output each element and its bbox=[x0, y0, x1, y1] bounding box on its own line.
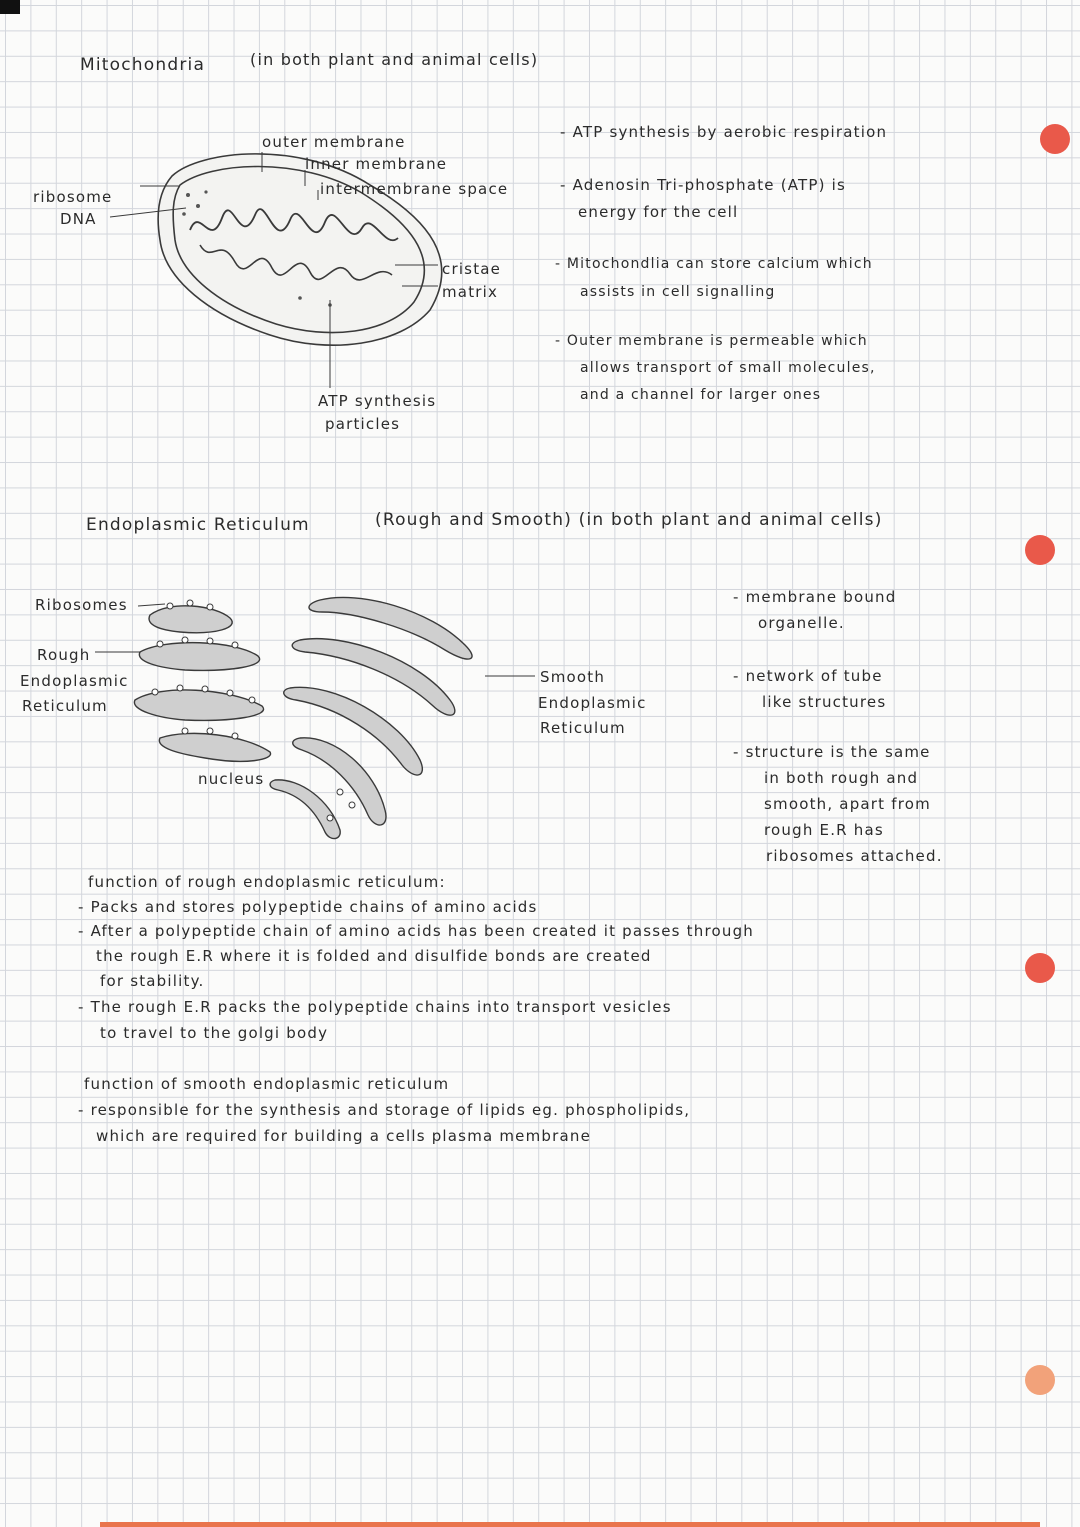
margin-dot-2 bbox=[1025, 535, 1055, 565]
mito-note-5: assists in cell signalling bbox=[580, 284, 776, 300]
label-smooth-er-2: Endoplasmic bbox=[538, 694, 647, 712]
margin-dot-3 bbox=[1025, 953, 1055, 983]
label-dna: DNA bbox=[60, 210, 97, 228]
rough-function-line-2: - After a polypeptide chain of amino acids has been created it passes through bbox=[78, 922, 755, 940]
mito-note-6: - Outer membrane is permeable which bbox=[555, 333, 868, 349]
mito-note-2: - Adenosin Tri-phosphate (ATP) is bbox=[560, 176, 847, 194]
label-smooth-er-1: Smooth bbox=[540, 668, 606, 686]
label-matrix: matrix bbox=[442, 283, 499, 301]
margin-dot-4 bbox=[1025, 1365, 1055, 1395]
label-smooth-er-3: Reticulum bbox=[540, 719, 626, 737]
rough-function-heading: function of rough endoplasmic reticulum: bbox=[88, 873, 446, 891]
er-subtitle: (Rough and Smooth) (in both plant and animal cells) bbox=[375, 510, 883, 530]
mito-note-4: - Mitochondlia can store calcium which bbox=[555, 256, 873, 272]
label-ribosomes: Ribosomes bbox=[35, 596, 128, 614]
label-rough-er-3: Reticulum bbox=[22, 697, 108, 715]
label-inner-membrane: inner membrane bbox=[305, 155, 448, 173]
label-ribosome: ribosome bbox=[33, 188, 113, 206]
label-atp-particles-1: ATP synthesis bbox=[318, 392, 437, 410]
er-note-2: organelle. bbox=[758, 614, 845, 632]
rough-function-line-1: - Packs and stores polypeptide chains of amino acids bbox=[78, 898, 538, 916]
page-bottom-edge bbox=[100, 1522, 1040, 1527]
label-cristae: cristae bbox=[442, 260, 502, 278]
er-diagram bbox=[0, 0, 560, 860]
smooth-function-heading: function of smooth endoplasmic reticulum bbox=[84, 1075, 450, 1093]
label-intermembrane-space: intermembrane space bbox=[320, 180, 509, 198]
mito-note-7: allows transport of small molecules, bbox=[580, 360, 876, 376]
label-rough-er-2: Endoplasmic bbox=[20, 672, 129, 690]
label-rough-er-1: Rough bbox=[37, 646, 91, 664]
label-atp-particles-2: particles bbox=[325, 415, 401, 433]
er-note-5: - structure is the same bbox=[733, 743, 931, 761]
er-note-3: - network of tube bbox=[733, 667, 883, 685]
er-note-1: - membrane bound bbox=[733, 588, 897, 606]
er-note-6: in both rough and bbox=[764, 769, 919, 787]
smooth-function-line-1: - responsible for the synthesis and storage of lipids eg. phospholipids, bbox=[78, 1101, 691, 1119]
mito-note-8: and a channel for larger ones bbox=[580, 387, 822, 403]
er-note-9: ribosomes attached. bbox=[766, 847, 943, 865]
er-title: Endoplasmic Reticulum bbox=[86, 515, 310, 535]
mito-note-3: energy for the cell bbox=[578, 203, 739, 221]
mitochondria-title: Mitochondria bbox=[80, 55, 206, 75]
rough-function-line-3: the rough E.R where it is folded and disulfide bonds are created bbox=[96, 947, 652, 965]
rough-function-line-5: - The rough E.R packs the polypeptide chains into transport vesicles bbox=[78, 998, 672, 1016]
rough-function-line-4: for stability. bbox=[100, 972, 205, 990]
margin-dot-1 bbox=[1040, 124, 1070, 154]
rough-function-line-6: to travel to the golgi body bbox=[100, 1024, 329, 1042]
mito-note-1: - ATP synthesis by aerobic respiration bbox=[560, 123, 888, 141]
er-note-7: smooth, apart from bbox=[764, 795, 931, 813]
smooth-function-line-2: which are required for building a cells plasma membrane bbox=[96, 1127, 592, 1145]
label-nucleus: nucleus bbox=[198, 770, 265, 788]
mitochondria-subtitle: (in both plant and animal cells) bbox=[250, 50, 539, 69]
er-note-8: rough E.R has bbox=[764, 821, 884, 839]
label-outer-membrane: outer membrane bbox=[262, 133, 406, 151]
er-note-4: like structures bbox=[762, 693, 887, 711]
